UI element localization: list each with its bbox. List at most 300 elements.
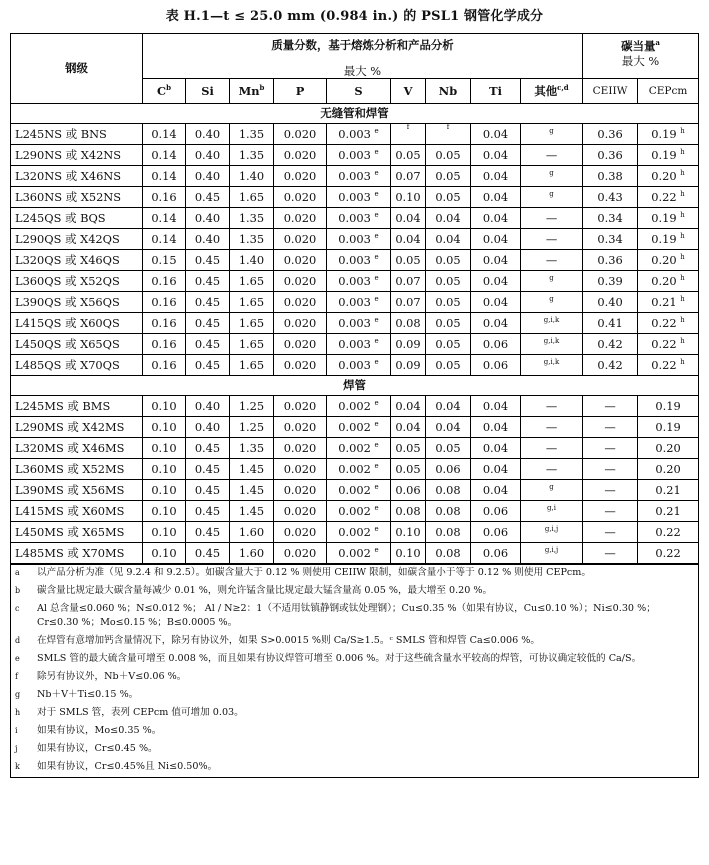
nb-cell: 0.05 (426, 355, 471, 376)
c-cell: 0.14 (143, 124, 186, 145)
footnote-key: e (15, 654, 20, 664)
footnote (11, 633, 698, 651)
table-row (11, 438, 699, 459)
chemical-composition-table (10, 33, 699, 778)
p-cell: 0.020 (274, 501, 327, 522)
pcm-cell: 0.20 $^h$ (638, 250, 699, 271)
ti-cell: 0.06 (471, 355, 521, 376)
footnote-text: Nb＋V＋Ti≤0.15 %。 (37, 689, 139, 701)
ti-cell: 0.04 (471, 229, 521, 250)
table-row (11, 522, 699, 543)
table-row (11, 229, 699, 250)
table-row (11, 145, 699, 166)
section-row (11, 376, 699, 396)
column-header-3: P (274, 79, 327, 104)
c-cell: 0.15 (143, 250, 186, 271)
table-row (11, 543, 699, 565)
p-cell: 0.020 (274, 145, 327, 166)
s-cell: 0.003 $^e$ (327, 355, 391, 376)
s-cell: 0.003 $^e$ (327, 124, 391, 145)
other-cell: — (521, 208, 583, 229)
grade-cell: L485QS 或 X70QS (11, 355, 143, 376)
c-cell: 0.16 (143, 271, 186, 292)
si-cell: 0.45 (186, 501, 230, 522)
ti-cell: 0.04 (471, 187, 521, 208)
grade-cell: L390QS 或 X56QS (11, 292, 143, 313)
p-cell: 0.020 (274, 292, 327, 313)
s-cell: 0.003 $^e$ (327, 166, 391, 187)
footnote-text: 以产品分析为准（见 9.2.4 和 9.2.5）。如碳含量大于 0.12 % 则使用 CEIIW 限制，如碳含量小于等于 0.12 % 则使用 CEPcm。 (37, 567, 591, 579)
pcm-cell: 0.20 (638, 438, 699, 459)
quality-header-line1: 质量分数，基于熔炼分析和产品分析 (271, 38, 454, 52)
s-cell: 0.003 $^e$ (327, 250, 391, 271)
ti-cell: 0.06 (471, 334, 521, 355)
table-row (11, 187, 699, 208)
si-cell: 0.40 (186, 417, 230, 438)
ti-cell: 0.06 (471, 522, 521, 543)
mn-cell: 1.60 (230, 522, 274, 543)
ce-header-line2: 最大 % (621, 54, 660, 69)
table-row (11, 355, 699, 376)
pcm-cell: 0.22 $^h$ (638, 187, 699, 208)
grade-cell: L245QS 或 BQS (11, 208, 143, 229)
other-cell: — (521, 229, 583, 250)
ti-cell: 0.06 (471, 501, 521, 522)
table-row (11, 459, 699, 480)
s-cell: 0.003 $^e$ (327, 292, 391, 313)
nb-cell: 0.05 (426, 313, 471, 334)
si-cell: 0.40 (186, 396, 230, 417)
pcm-cell: 0.19 (638, 417, 699, 438)
pcm-cell: 0.22 (638, 522, 699, 543)
pcm-cell: 0.22 $^h$ (638, 313, 699, 334)
c-cell: 0.10 (143, 459, 186, 480)
s-cell: 0.002 $^e$ (327, 543, 391, 565)
v-cell: 0.09 (391, 355, 426, 376)
mn-cell: 1.65 (230, 313, 274, 334)
p-cell: 0.020 (274, 459, 327, 480)
ti-cell: 0.04 (471, 124, 521, 145)
table-row (11, 417, 699, 438)
si-cell: 0.45 (186, 543, 230, 565)
mn-cell: 1.60 (230, 543, 274, 565)
ti-cell: 0.04 (471, 292, 521, 313)
table-title: 表 H.1—t ≤ 25.0 mm (0.984 in.) 的 PSL1 钢管化学成分 (165, 9, 544, 24)
grade-cell: L320NS 或 X46NS (11, 166, 143, 187)
mn-cell: 1.45 (230, 501, 274, 522)
s-cell: 0.002 $^e$ (327, 417, 391, 438)
si-cell: 0.45 (186, 271, 230, 292)
c-cell: 0.14 (143, 166, 186, 187)
si-cell: 0.45 (186, 480, 230, 501)
table-row (11, 166, 699, 187)
pcm-cell: 0.21 (638, 501, 699, 522)
other-cell: g,i (521, 501, 583, 522)
mn-cell: 1.35 (230, 438, 274, 459)
si-cell: 0.45 (186, 522, 230, 543)
section-row (11, 104, 699, 124)
mn-cell: 1.65 (230, 334, 274, 355)
p-cell: 0.020 (274, 187, 327, 208)
grade-cell: L360MS 或 X52MS (11, 459, 143, 480)
p-cell: 0.020 (274, 543, 327, 565)
footnote (11, 741, 698, 759)
footnote-key: i (15, 726, 18, 736)
mn-cell: 1.65 (230, 271, 274, 292)
pcm-cell: 0.19 (638, 396, 699, 417)
table-row (11, 480, 699, 501)
p-cell: 0.020 (274, 250, 327, 271)
footnote (11, 723, 698, 741)
c-cell: 0.16 (143, 334, 186, 355)
ti-cell: 0.04 (471, 313, 521, 334)
p-cell: 0.020 (274, 355, 327, 376)
carbon-equivalent-header (583, 34, 699, 79)
column-header-8: 其他$^{c,d}$ (521, 79, 583, 104)
table-row (11, 208, 699, 229)
ce-cell: — (583, 459, 638, 480)
ce-cell: 0.39 (583, 271, 638, 292)
s-cell: 0.002 $^e$ (327, 438, 391, 459)
ce-cell: — (583, 543, 638, 565)
grade-cell: L245MS 或 BMS (11, 396, 143, 417)
nb-cell: 0.05 (426, 250, 471, 271)
mn-cell: 1.25 (230, 417, 274, 438)
footnote (11, 601, 698, 633)
si-cell: 0.40 (186, 166, 230, 187)
other-cell: g (521, 292, 583, 313)
c-cell: 0.10 (143, 522, 186, 543)
ce-cell: 0.41 (583, 313, 638, 334)
s-cell: 0.003 $^e$ (327, 145, 391, 166)
v-cell: 0.05 (391, 459, 426, 480)
footnote-key: f (15, 672, 18, 682)
section-title: 无缝管和焊管 (11, 104, 699, 124)
ti-cell: 0.04 (471, 271, 521, 292)
other-cell: — (521, 459, 583, 480)
ti-cell: 0.04 (471, 396, 521, 417)
footnote-key: d (15, 636, 21, 646)
ti-cell: 0.04 (471, 166, 521, 187)
p-cell: 0.020 (274, 522, 327, 543)
v-cell: 0.04 (391, 229, 426, 250)
other-cell: g (521, 271, 583, 292)
footnote (11, 651, 698, 669)
other-cell: g,i,j (521, 543, 583, 565)
table-row (11, 396, 699, 417)
grade-cell: L290NS 或 X42NS (11, 145, 143, 166)
footnote (11, 669, 698, 687)
pcm-cell: 0.19 $^h$ (638, 229, 699, 250)
footnote-text: SMLS 管的最大硫含量可增至 0.008 %，而且如果有协议焊管可增至 0.006 %。对于这些硫含量水平较高的焊管，可协议确定较低的 Ca/S。 (37, 653, 642, 665)
c-cell: 0.16 (143, 355, 186, 376)
other-cell: g (521, 166, 583, 187)
footnote (11, 583, 698, 601)
c-cell: 0.10 (143, 417, 186, 438)
v-cell: 0.06 (391, 480, 426, 501)
footnote (11, 759, 698, 777)
c-cell: 0.14 (143, 208, 186, 229)
mn-cell: 1.45 (230, 480, 274, 501)
ti-cell: 0.04 (471, 250, 521, 271)
other-cell: — (521, 438, 583, 459)
si-cell: 0.45 (186, 459, 230, 480)
pcm-cell: 0.21 $^h$ (638, 292, 699, 313)
p-cell: 0.020 (274, 208, 327, 229)
p-cell: 0.020 (274, 417, 327, 438)
other-cell: g,i,k (521, 355, 583, 376)
other-cell: — (521, 417, 583, 438)
ce-cell: — (583, 501, 638, 522)
footnote-key: h (15, 708, 21, 718)
v-cell: 0.07 (391, 271, 426, 292)
ce-cell: 0.42 (583, 334, 638, 355)
si-cell: 0.45 (186, 187, 230, 208)
pcm-cell: 0.22 $^h$ (638, 355, 699, 376)
pcm-cell: 0.20 $^h$ (638, 166, 699, 187)
column-header-7: Ti (471, 79, 521, 104)
nb-cell: 0.04 (426, 208, 471, 229)
si-cell: 0.45 (186, 292, 230, 313)
footnote-key: a (15, 568, 20, 578)
pcm-cell: 0.22 (638, 543, 699, 565)
table-row (11, 501, 699, 522)
grade-cell: L415MS 或 X60MS (11, 501, 143, 522)
ce-cell: 0.36 (583, 124, 638, 145)
other-cell: — (521, 250, 583, 271)
footnote-key: j (15, 744, 18, 754)
table-row (11, 250, 699, 271)
ce-cell: — (583, 396, 638, 417)
mn-cell: 1.65 (230, 292, 274, 313)
footnotes (11, 564, 699, 778)
s-cell: 0.003 $^e$ (327, 229, 391, 250)
mn-cell: 1.65 (230, 355, 274, 376)
section-title: 焊管 (11, 376, 699, 396)
p-cell: 0.020 (274, 438, 327, 459)
s-cell: 0.002 $^e$ (327, 501, 391, 522)
table-body (11, 104, 699, 778)
p-cell: 0.020 (274, 396, 327, 417)
footnote-key: c (15, 604, 20, 614)
s-cell: 0.002 $^e$ (327, 459, 391, 480)
other-cell: g,i,k (521, 334, 583, 355)
nb-cell: 0.08 (426, 480, 471, 501)
footnote-text: 除另有协议外，Nb＋V≤0.06 %。 (37, 671, 187, 683)
c-cell: 0.10 (143, 543, 186, 565)
grade-cell: L450QS 或 X65QS (11, 334, 143, 355)
s-cell: 0.003 $^e$ (327, 187, 391, 208)
column-header-5: V (391, 79, 426, 104)
other-cell: g,i,j (521, 522, 583, 543)
p-cell: 0.020 (274, 229, 327, 250)
s-cell: 0.002 $^e$ (327, 480, 391, 501)
table-row (11, 124, 699, 145)
footnote (11, 705, 698, 723)
mn-cell: 1.35 (230, 208, 274, 229)
grade-cell: L245NS 或 BNS (11, 124, 143, 145)
column-header-1: Si (186, 79, 230, 104)
mn-cell: 1.25 (230, 396, 274, 417)
p-cell: 0.020 (274, 334, 327, 355)
table-row (11, 334, 699, 355)
footnote-key: b (15, 586, 21, 596)
quality-header (143, 34, 583, 79)
c-cell: 0.14 (143, 229, 186, 250)
ce-cell: 0.43 (583, 187, 638, 208)
table-row (11, 313, 699, 334)
v-cell: 0.10 (391, 543, 426, 565)
s-cell: 0.003 $^e$ (327, 208, 391, 229)
v-cell: 0.04 (391, 396, 426, 417)
p-cell: 0.020 (274, 166, 327, 187)
grade-cell: L390MS 或 X56MS (11, 480, 143, 501)
column-header-9: CEIIW (583, 79, 638, 104)
si-cell: 0.45 (186, 355, 230, 376)
grade-cell: L320MS 或 X46MS (11, 438, 143, 459)
ce-cell: 0.38 (583, 166, 638, 187)
si-cell: 0.45 (186, 438, 230, 459)
ti-cell: 0.04 (471, 438, 521, 459)
mn-cell: 1.45 (230, 459, 274, 480)
footnotes-row (11, 564, 699, 778)
ce-cell: 0.34 (583, 229, 638, 250)
table-row (11, 292, 699, 313)
footnote-text: 对于 SMLS 管，表列 CEPcm 值可增加 0.03。 (37, 707, 244, 719)
footnote-key: k (15, 762, 20, 772)
pcm-cell: 0.22 $^h$ (638, 334, 699, 355)
mn-cell: 1.35 (230, 229, 274, 250)
other-cell: — (521, 145, 583, 166)
ce-cell: 0.42 (583, 355, 638, 376)
nb-cell: 0.05 (426, 334, 471, 355)
ti-cell: 0.04 (471, 208, 521, 229)
s-cell: 0.003 $^e$ (327, 271, 391, 292)
mn-cell: 1.35 (230, 145, 274, 166)
c-cell: 0.16 (143, 187, 186, 208)
pcm-cell: 0.20 $^h$ (638, 271, 699, 292)
si-cell: 0.45 (186, 313, 230, 334)
footnote (11, 565, 698, 583)
nb-cell: 0.06 (426, 459, 471, 480)
ce-header-line1: 碳当量$^a$ (621, 38, 660, 53)
footnote-text: Al 总含量≤0.060 %；N≤0.012 %； Al / N≥2：1（不适用钛镇静钢或钛处理钢）；Cu≤0.35 %（如果有协议，Cu≤0.10 %）；Ni≤0.30 %；Cr≤0.30 %；Mo≤0.15 %；B≤0.0005 %。 (37, 603, 656, 629)
nb-cell: 0.05 (426, 292, 471, 313)
s-cell: 0.002 $^e$ (327, 396, 391, 417)
pcm-cell: 0.19 $^h$ (638, 124, 699, 145)
si-cell: 0.40 (186, 124, 230, 145)
si-cell: 0.45 (186, 334, 230, 355)
mn-cell: 1.40 (230, 250, 274, 271)
c-cell: 0.14 (143, 145, 186, 166)
v-cell: 0.05 (391, 438, 426, 459)
p-cell: 0.020 (274, 124, 327, 145)
quality-header-line2: 最大 % (343, 64, 382, 79)
v-cell: 0.05 (391, 145, 426, 166)
p-cell: 0.020 (274, 313, 327, 334)
nb-cell: 0.05 (426, 145, 471, 166)
pcm-cell: 0.20 (638, 459, 699, 480)
footnote-text: 如果有协议，Cr≤0.45 %。 (37, 743, 158, 755)
v-cell: 0.09 (391, 334, 426, 355)
v-cell: 0.10 (391, 522, 426, 543)
ce-cell: 0.34 (583, 208, 638, 229)
nb-cell: 0.05 (426, 166, 471, 187)
table-row (11, 271, 699, 292)
si-cell: 0.40 (186, 229, 230, 250)
ti-cell: 0.04 (471, 145, 521, 166)
mn-cell: 1.35 (230, 124, 274, 145)
footnote-text: 碳含量比规定最大碳含量每减少 0.01 %，则允许锰含量比规定最大锰含量高 0.05 %，最大增至 0.20 %。 (37, 585, 493, 597)
si-cell: 0.45 (186, 250, 230, 271)
nb-cell: 0.04 (426, 396, 471, 417)
v-cell: 0.04 (391, 208, 426, 229)
other-cell: g,i,k (521, 313, 583, 334)
si-cell: 0.40 (186, 145, 230, 166)
nb-cell: 0.08 (426, 501, 471, 522)
ce-cell: 0.36 (583, 145, 638, 166)
c-cell: 0.16 (143, 292, 186, 313)
s-cell: 0.003 $^e$ (327, 334, 391, 355)
mn-cell: 1.40 (230, 166, 274, 187)
v-cell: 0.08 (391, 501, 426, 522)
footnote-text: 如果有协议，Cr≤0.45%且 Ni≤0.50%。 (37, 761, 218, 773)
pcm-cell: 0.19 $^h$ (638, 208, 699, 229)
c-cell: 0.10 (143, 501, 186, 522)
p-cell: 0.020 (274, 480, 327, 501)
pcm-cell: 0.19 $^h$ (638, 145, 699, 166)
footnote-key: g (15, 690, 21, 700)
nb-cell: f (426, 124, 471, 145)
v-cell: 0.10 (391, 187, 426, 208)
column-header-6: Nb (426, 79, 471, 104)
footnote-text: 如果有协议，Mo≤0.35 %。 (37, 725, 162, 737)
column-header-4: S (327, 79, 391, 104)
nb-cell: 0.04 (426, 229, 471, 250)
c-cell: 0.10 (143, 396, 186, 417)
v-cell: 0.07 (391, 292, 426, 313)
nb-cell: 0.05 (426, 271, 471, 292)
grade-cell: L485MS 或 X70MS (11, 543, 143, 565)
nb-cell: 0.05 (426, 187, 471, 208)
ti-cell: 0.04 (471, 417, 521, 438)
mn-cell: 1.65 (230, 187, 274, 208)
grade-cell: L360NS 或 X52NS (11, 187, 143, 208)
v-cell: 0.05 (391, 250, 426, 271)
footnote (11, 687, 698, 705)
column-header-10: CEPcm (638, 79, 699, 104)
nb-cell: 0.04 (426, 417, 471, 438)
nb-cell: 0.05 (426, 438, 471, 459)
nb-cell: 0.08 (426, 522, 471, 543)
grade-cell: L450MS 或 X65MS (11, 522, 143, 543)
other-cell: g (521, 480, 583, 501)
v-cell: 0.04 (391, 417, 426, 438)
v-cell: 0.08 (391, 313, 426, 334)
other-cell: — (521, 396, 583, 417)
other-cell: g (521, 124, 583, 145)
c-cell: 0.16 (143, 313, 186, 334)
footnote-text: 在焊管有意增加钙含量情况下，除另有协议外，如果 S>0.0015 %则 Ca/S≥1.5。ᶜ SMLS 管和焊管 Ca≤0.006 %。 (37, 635, 540, 647)
grade-cell: L290QS 或 X42QS (11, 229, 143, 250)
grade-cell: L360QS 或 X52QS (11, 271, 143, 292)
grade-header: 钢级 (11, 34, 143, 104)
p-cell: 0.020 (274, 271, 327, 292)
other-cell: g (521, 187, 583, 208)
ti-cell: 0.04 (471, 480, 521, 501)
ce-cell: — (583, 522, 638, 543)
si-cell: 0.40 (186, 208, 230, 229)
